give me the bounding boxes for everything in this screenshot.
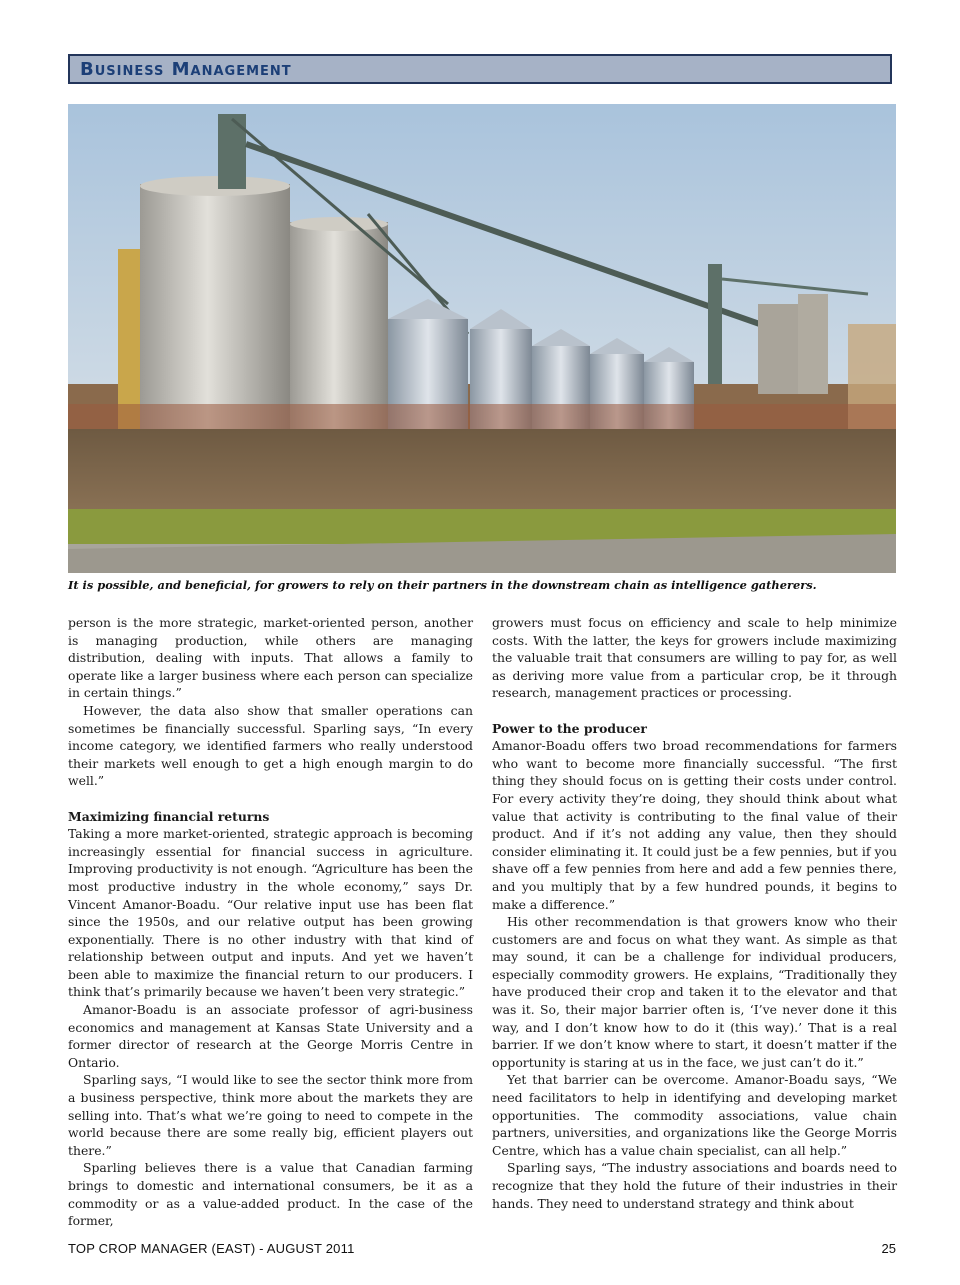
paragraph: Sparling says, “The industry associations and boards need to recognize that they hold the future of their industries in their hands. They need to understand strategy and think about xyxy=(492,1160,897,1211)
paragraph: Amanor-Boadu is an associate professor of agri-business economics and management at Kansas State University and a former director of research at the George Morris Centre in Ontario. xyxy=(68,1002,473,1070)
page-number: 25 xyxy=(881,1241,896,1256)
paragraph: Yet that barrier can be overcome. Amanor-Boadu says, “We need facilitators to help in identifying and developing market opportunities. The commodity associations, value chain partners, universities, and organizations like the George Morris Centre, which has a value chain specialist, can all help.” xyxy=(492,1072,897,1158)
left-text-column xyxy=(68,614,473,1230)
paragraph: However, the data also show that smaller operations can sometimes be financially successful. Sparling says, “In every income category, we identified farmers who really understood their markets well enough to get a high enough margin to do well.” xyxy=(68,702,473,789)
grain-elevator-photo xyxy=(68,104,896,573)
right-text-column xyxy=(492,614,897,1212)
section-header-banner xyxy=(68,54,892,84)
photo-caption: It is possible, and beneficial, for growers to rely on their partners in the downstream chain as intelligence gatherers. xyxy=(68,578,817,592)
paragraph: His other recommendation is that growers know who their customers are and focus on what they want. As simple as that may sound, it can be a challenge for individual producers, especially commodity growers. He explains, “Traditionally they have produced their crop and taken it to the elevator and that was it. So, their major barrier often is, ‘I’ve never done it this way, and I don’t know how to do it (this way).’ That is a real barrier. If we don’t know where to start, it doesn’t matter if the opportunity is staring at us in the face, we just can’t do it.” xyxy=(492,914,897,1070)
publication-footer: TOP CROP MANAGER (EAST) - AUGUST 2011 xyxy=(68,1241,355,1256)
paragraph: person is the more strategic, market-oriented person, another is managing production, while others are managing distribution, dealing with inputs. That allows a family to operate like a larger business where each person can specialize in certain things.” xyxy=(68,615,473,701)
subheading: Maximizing financial returns xyxy=(68,808,270,824)
paragraph: Taking a more market-oriented, strategic approach is becoming increasingly essential for financial success in agriculture. Improving productivity is not enough. “Agriculture has been the most productive industry in the whole economy,” says Dr. Vincent Amanor-Boadu. “Our relative input use has been flat since the 1950s, and our relative output has been growing exponentially. There is no other industry with that kind of relationship between output and inputs. And yet we haven’t been able to maximize the financial return to our producers. I think that’s primarily because we haven’t been very strategic.” xyxy=(68,826,473,1000)
paragraph: Amanor-Boadu offers two broad recommendations for farmers who want to become more financially successful. “The first thing they should focus on is getting their costs under control. For every activity they’re doing, they should think about what value that activity is contributing to the final value of their product. And if it’s not adding any value, then they should consider eliminating it. It could just be a few pennies, but if you shave off a few pennies from here and add a few pennies there, and you multiply that by a few hundred pounds, it begins to make a difference.” xyxy=(492,738,897,912)
section-title: Business Management xyxy=(80,58,292,80)
photo-illustration xyxy=(68,104,896,573)
paragraph: growers must focus on efficiency and scale to help minimize costs. With the latter, the keys for growers include maximizing the valuable trait that consumers are willing to pay for, as well as deriving more value from a particular crop, be it through research, management practices or processing. xyxy=(492,615,897,701)
paragraph: Sparling believes there is a value that Canadian farming brings to domestic and international consumers, be it as a commodity or as a value-added product. In the case of the former, xyxy=(68,1160,473,1229)
subheading: Power to the producer xyxy=(492,720,647,736)
paragraph: Sparling says, “I would like to see the sector think more from a business perspective, think more about the markets they are selling into. That’s what we’re going to need to compete in the world because there are some really big, efficient players out there.” xyxy=(68,1072,473,1158)
